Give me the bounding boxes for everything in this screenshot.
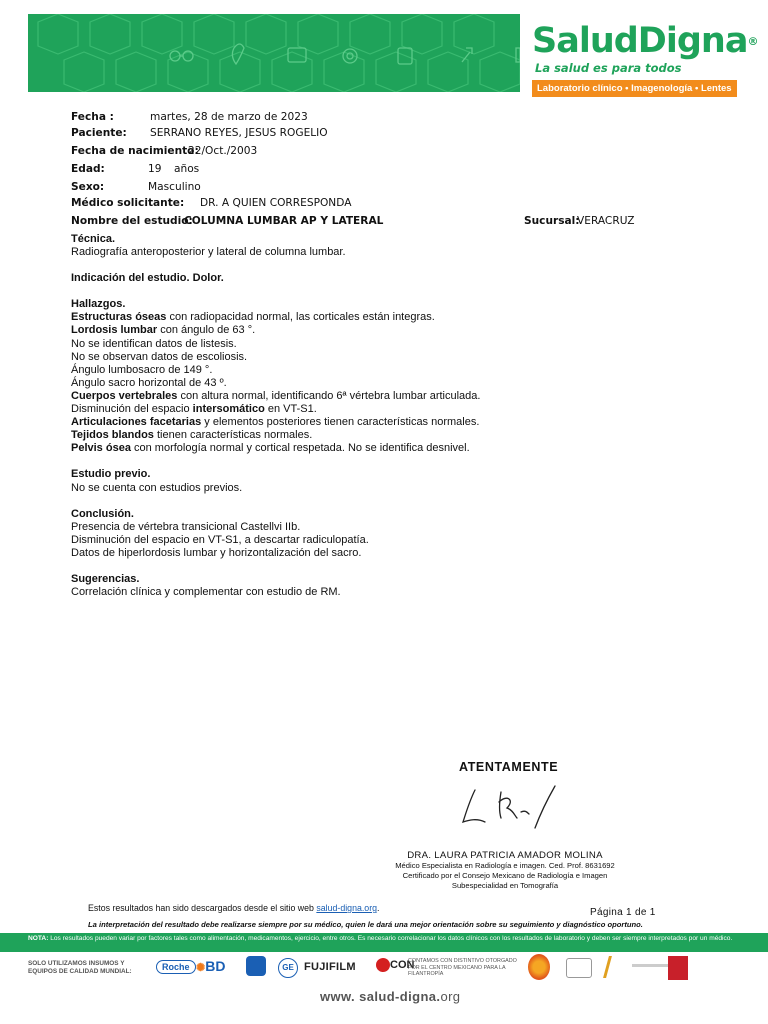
footer-url [320, 989, 460, 1004]
medico-value: DR. A QUIEN CORRESPONDA [200, 197, 352, 209]
fecha-label: Fecha : [71, 111, 114, 123]
insumos-text: SOLO UTILIZAMOS INSUMOS Y EQUIPOS DE CALIDAD MUNDIAL: [28, 960, 132, 975]
hallazgo-line [71, 416, 711, 429]
hallazgo-bold: Estructuras óseas [71, 311, 167, 324]
cemefi-logo-icon [528, 954, 550, 980]
hallazgo-line [71, 324, 711, 337]
estudio-value: COLUMNA LUMBAR AP Y LATERAL [184, 215, 384, 227]
hallazgo-line [71, 311, 711, 324]
website-link[interactable]: salud-digna.org [316, 903, 378, 913]
hallazgo-line [71, 429, 711, 442]
con-logo-text: CON [390, 958, 415, 971]
edad-unit: años [174, 163, 200, 175]
roche-logo: Roche [156, 960, 196, 974]
brand-name [532, 21, 758, 61]
previo-title: Estudio previo. [71, 468, 151, 481]
interpretation-note: La interpretación del resultado debe realizarse siempre por su médico, quien le dará una mejor orientación sobre su seguimiento y diagnóstico oportuno. [88, 920, 643, 929]
hallazgo-bold: Tejidos blandos [71, 429, 154, 442]
conclusion-line: Datos de hiperlordosis lumbar y horizontalización del sacro. [71, 546, 362, 559]
footer-url-main: www. salud-digna. [320, 989, 441, 1004]
hallazgo-line [71, 377, 711, 390]
nota-text: Los resultados pueden variar por factores tales como alimentación, medicamentos, ejercicio, entre otros. Es necesario correlacionar los datos clínicos con los resultados de laboratorio y deben ser siempre interpretados por un médico. [48, 935, 733, 942]
nota-bar [0, 933, 768, 952]
fecha-value: martes, 28 de marzo de 2023 [150, 111, 308, 123]
tecnica-title: Técnica. [71, 233, 116, 245]
edad-value: 19 [148, 163, 162, 175]
sugerencias-text: Correlación clínica y complementar con estudio de RM. [71, 586, 341, 599]
hallazgo-line [71, 364, 711, 377]
sexo-label: Sexo: [71, 181, 105, 193]
nacimiento-value: 22/Oct./2003 [188, 145, 258, 157]
footer-url-tld: org [440, 989, 461, 1004]
medico-label: Médico solicitante: [71, 197, 185, 209]
hallazgo-bold: Cuerpos vertebrales [71, 389, 178, 402]
header-banner [28, 14, 520, 92]
ge-logo: GE [278, 958, 298, 978]
download-end: . [377, 903, 380, 913]
genlab-logo-icon [246, 956, 266, 976]
brand-name-text: SaludDigna [532, 21, 748, 61]
brand-logo [532, 21, 758, 97]
certification-logo-icon [566, 958, 592, 978]
hallazgo-line [71, 390, 711, 403]
bd-mark-icon: ✺ [196, 962, 206, 974]
filantropia-text: CONTAMOS CON DISTINTIVO OTORGADO POR EL CENTRO MEXICANO PARA LA FILANTROPÍA [408, 958, 517, 978]
sexo-value: Masculino [148, 181, 201, 193]
quality-checkmark-icon [603, 956, 630, 978]
hallazgo-text: y elementos posteriores tienen características normales. [201, 416, 480, 429]
page-number: Página 1 de 1 [590, 907, 656, 918]
registered-mark: ® [747, 35, 758, 48]
sponsors-strip [28, 954, 740, 984]
hallazgo-text: No se identifican datos de listesis. [71, 337, 237, 350]
hallazgo-text: Disminución del espacio [71, 403, 193, 416]
hallazgo-line [71, 351, 711, 364]
doctor-certification: Certificado por el Consejo Mexicano de Radiología e Imagen [402, 871, 608, 880]
hallazgo-text: tienen características normales. [153, 429, 313, 442]
hallazgo-text: con radiopacidad normal, las corticales están integras. [166, 311, 435, 324]
bd-logo [196, 958, 225, 974]
nota-label: NOTA: [28, 935, 49, 942]
hallazgo-text: con altura normal, identificando 6ª vértebra lumbar articulada. [177, 389, 481, 402]
doctor-name: DRA. LAURA PATRICIA AMADOR MOLINA [407, 850, 603, 861]
conclusion-line: Disminución del espacio en VT-S1, a descartar radiculopatía. [71, 533, 369, 546]
paciente-value: SERRANO REYES, JESUS ROGELIO [150, 127, 328, 139]
indicacion: Indicación del estudio. Dolor. [71, 272, 224, 285]
hexagon-pattern [28, 14, 520, 92]
bd-logo-text: BD [205, 958, 226, 974]
sucursal-label: Sucursal: [524, 215, 580, 227]
hallazgo-line [71, 338, 711, 351]
hallazgo-line [71, 442, 711, 455]
report-body [71, 233, 711, 599]
hallazgo-line [71, 403, 711, 416]
hallazgo-bold: Articulaciones facetarias [71, 416, 202, 429]
nacimiento-label: Fecha de nacimiento: [71, 145, 199, 157]
fujifilm-logo: FUJIFILM [304, 961, 356, 973]
doctor-subspecialty: Subespecialidad en Tomografía [451, 881, 559, 890]
hallazgo-bold: Pelvis ósea [71, 442, 131, 455]
download-note [88, 903, 379, 913]
previo-text: No se cuenta con estudios previos. [71, 481, 243, 494]
tecnica-text: Radiografía anteroposterior y lateral de columna lumbar. [71, 246, 346, 259]
paciente-label: Paciente: [71, 127, 127, 139]
brand-tagline: La salud es para todos [535, 61, 682, 75]
closing-text: ATENTAMENTE [459, 760, 559, 774]
signature-image [455, 782, 565, 834]
hallazgo-text: No se observan datos de escoliosis. [71, 350, 248, 363]
conclusion-line: Presencia de vértebra transicional Castellvi IIb. [71, 520, 301, 533]
services-bar: Laboratorio clínico • Imagenología • Lentes [532, 80, 737, 97]
edad-label: Edad: [71, 163, 105, 175]
badge-logo-icon [668, 956, 688, 980]
hallazgo-text: Ángulo lumbosacro de 149 °. [71, 363, 213, 376]
estudio-label: Nombre del estudio: [71, 215, 193, 227]
doctor-specialty: Médico Especialista en Radiología e imagen. Ced. Prof. 8631692 [395, 861, 615, 870]
hallazgo-text: en VT-S1. [264, 403, 317, 416]
hallazgo-bold: intersomático [192, 403, 265, 416]
quality-text-icon [632, 964, 672, 967]
download-text: Estos resultados han sido descargados desde el sitio web [88, 903, 317, 913]
hallazgo-text: con morfología normal y cortical respetada. No se identifica desnivel. [130, 442, 470, 455]
con-mark-icon [376, 958, 390, 972]
hallazgo-bold: Lordosis lumbar [71, 324, 158, 337]
sugerencias-title: Sugerencias. [71, 572, 140, 585]
hallazgos-title: Hallazgos. [71, 298, 126, 311]
sucursal-value: VERACRUZ [577, 215, 635, 227]
hallazgo-text: Ángulo sacro horizontal de 43 º. [71, 376, 227, 389]
hallazgo-text: con ángulo de 63 °. [157, 324, 256, 337]
conclusion-title: Conclusión. [71, 507, 134, 520]
